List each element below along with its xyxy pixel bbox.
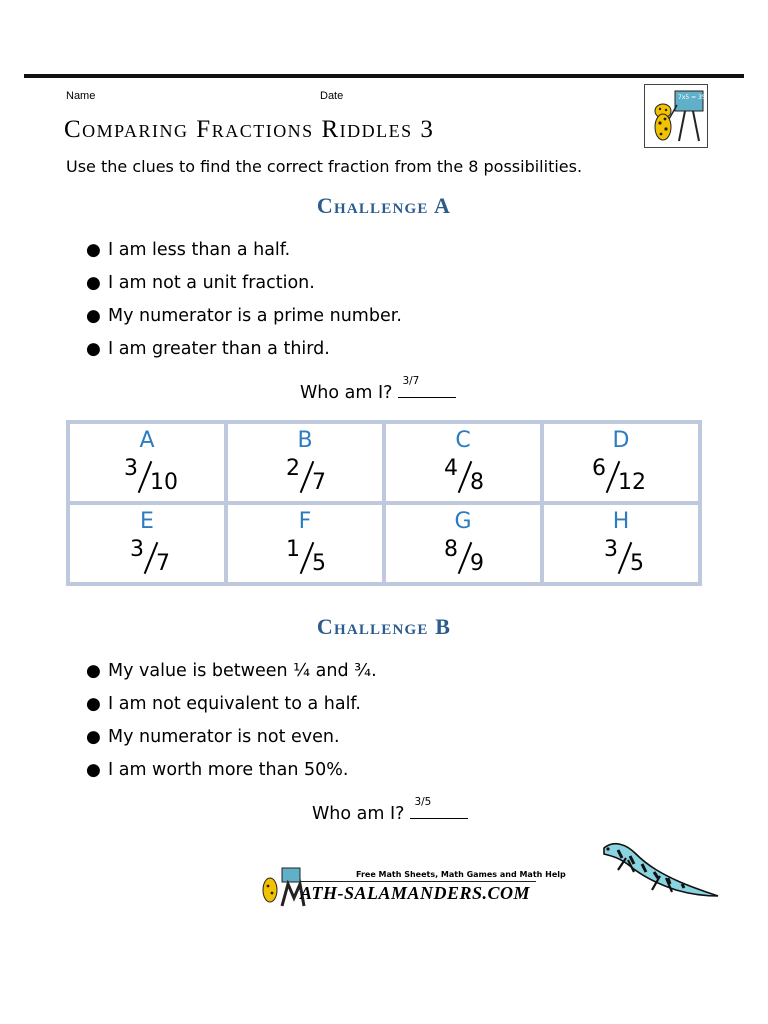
numerator: 6 xyxy=(592,456,606,481)
date-label: Date xyxy=(320,90,344,102)
clue-item xyxy=(86,754,377,787)
denominator: 7 xyxy=(312,470,326,495)
option-letter: D xyxy=(612,428,630,453)
clue-item xyxy=(86,655,377,688)
fraction-cell-e xyxy=(70,505,224,582)
logo-board-text: 7x5 = 35 xyxy=(678,94,706,101)
bullet-icon: ● xyxy=(86,694,101,714)
challenge-a-clues xyxy=(86,234,402,366)
fraction xyxy=(228,456,382,496)
clue-text: My numerator is a prime number. xyxy=(108,306,402,326)
clue-item xyxy=(86,721,377,754)
fraction xyxy=(386,456,540,496)
question-text: Who am I? xyxy=(312,804,405,824)
clue-text: My numerator is not even. xyxy=(108,727,340,747)
clue-item xyxy=(86,300,402,333)
numerator: 1 xyxy=(286,537,300,562)
name-label: Name xyxy=(66,90,96,102)
challenge-a-question xyxy=(300,375,456,403)
option-letter: F xyxy=(298,509,312,534)
footer-divider xyxy=(300,881,536,882)
clue-text: I am less than a half. xyxy=(108,240,291,260)
bullet-icon: ● xyxy=(86,240,101,260)
question-text: Who am I? xyxy=(300,383,393,403)
denominator: 10 xyxy=(150,470,178,495)
option-letter: C xyxy=(455,428,471,453)
footer-tagline: Free Math Sheets, Math Games and Math Help xyxy=(356,870,566,879)
bullet-icon: ● xyxy=(86,727,101,747)
bullet-icon: ● xyxy=(86,339,101,359)
numerator: 3 xyxy=(130,537,144,562)
challenge-a-heading: Challenge A xyxy=(316,193,452,218)
answer-text: 3/5 xyxy=(414,796,432,808)
numerator: 3 xyxy=(604,537,618,562)
denominator: 5 xyxy=(312,551,326,576)
fraction-cell-g xyxy=(386,505,540,582)
option-letter: E xyxy=(140,509,154,534)
clue-text: My value is between ¼ and ¾. xyxy=(108,661,377,681)
challenge-b-clues xyxy=(86,655,377,787)
bullet-icon: ● xyxy=(86,760,101,780)
numerator: 3 xyxy=(124,456,138,481)
option-letter: B xyxy=(297,428,313,453)
footer-logo-icon xyxy=(258,866,306,910)
denominator: 9 xyxy=(470,551,484,576)
option-letter: A xyxy=(139,428,155,453)
fraction-cell-b xyxy=(228,424,382,501)
fraction-options-grid xyxy=(66,420,702,586)
clue-item xyxy=(86,234,402,267)
answer-text: 3/7 xyxy=(402,375,420,387)
numerator: 4 xyxy=(444,456,458,481)
clue-item xyxy=(86,267,402,300)
clue-text: I am not a unit fraction. xyxy=(108,273,315,293)
challenge-b-heading: Challenge B xyxy=(316,614,452,639)
numerator: 8 xyxy=(444,537,458,562)
fraction-cell-a xyxy=(70,424,224,501)
challenge-b-question xyxy=(312,796,468,824)
bullet-icon: ● xyxy=(86,306,101,326)
clue-text: I am not equivalent to a half. xyxy=(108,694,361,714)
fraction xyxy=(386,537,540,577)
salamander-icon xyxy=(596,830,720,904)
fraction xyxy=(70,456,224,496)
fraction xyxy=(228,537,382,577)
option-letter: H xyxy=(612,509,630,534)
clue-text: I am worth more than 50%. xyxy=(108,760,349,780)
clue-item xyxy=(86,333,402,366)
numerator: 2 xyxy=(286,456,300,481)
option-letter: G xyxy=(454,509,472,534)
denominator: 5 xyxy=(630,551,644,576)
top-rule xyxy=(24,74,744,78)
fraction xyxy=(544,537,698,577)
denominator: 7 xyxy=(156,551,170,576)
bullet-icon: ● xyxy=(86,661,101,681)
fraction-cell-f xyxy=(228,505,382,582)
intro-text: Use the clues to find the correct fraction from the 8 possibilities. xyxy=(66,157,583,176)
answer-blank[interactable] xyxy=(410,796,468,819)
fraction-cell-d xyxy=(544,424,698,501)
denominator: 8 xyxy=(470,470,484,495)
clue-item xyxy=(86,688,377,721)
fraction-cell-h xyxy=(544,505,698,582)
page-title: Comparing Fractions Riddles 3 xyxy=(64,116,435,143)
salamander-teacher-icon xyxy=(645,85,707,147)
fraction-cell-c xyxy=(386,424,540,501)
fraction xyxy=(544,456,698,496)
answer-blank[interactable] xyxy=(398,375,456,398)
salamander-logo xyxy=(644,84,708,148)
bullet-icon: ● xyxy=(86,273,101,293)
footer-site-link[interactable]: ATH-SALAMANDERS.COM xyxy=(300,883,531,903)
denominator: 12 xyxy=(618,470,646,495)
clue-text: I am greater than a third. xyxy=(108,339,330,359)
fraction xyxy=(70,537,224,577)
